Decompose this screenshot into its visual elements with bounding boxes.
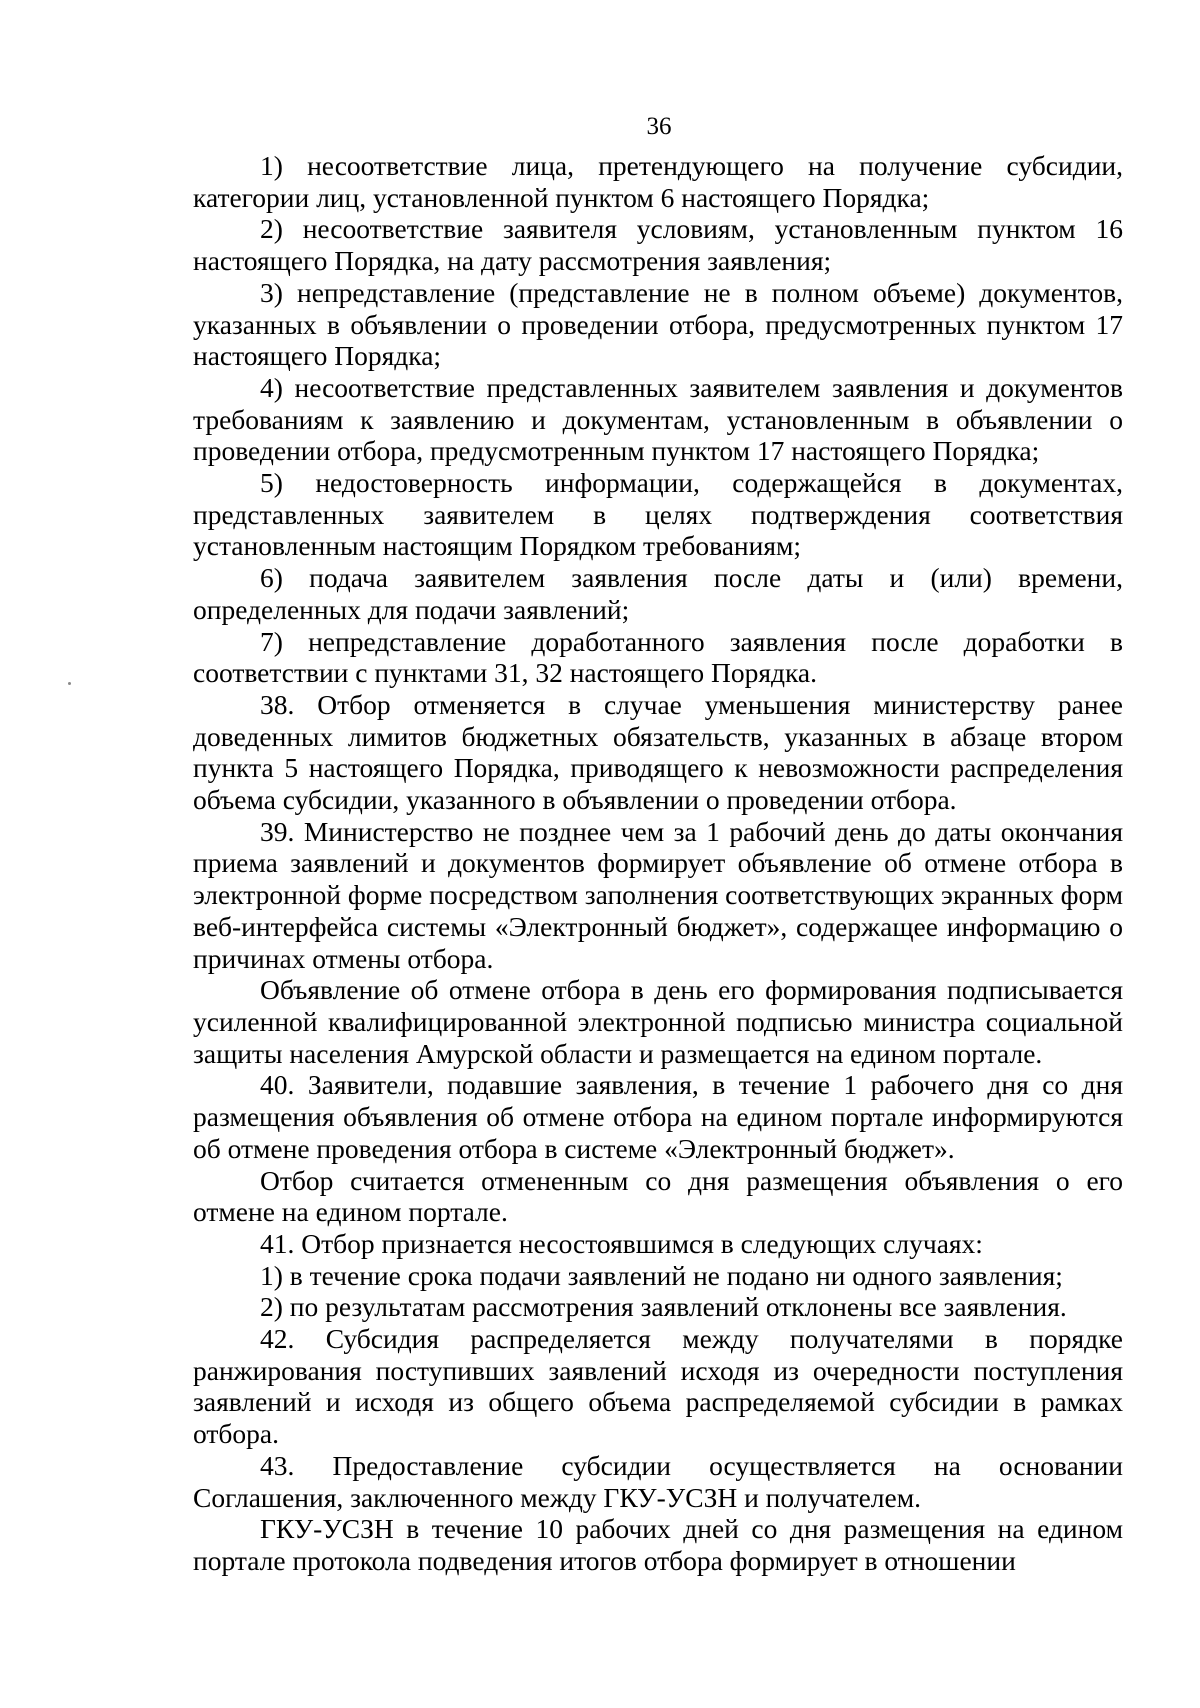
paragraph-clause-43: 43. Предоставление субсидии осуществляется на основании Соглашения, заключенного между ГКУ-УСЗН и получателем.	[193, 1449, 1123, 1513]
paragraph-clause-41-case-1: 1) в течение срока подачи заявлений не подано ни одного заявления;	[260, 1259, 1063, 1291]
paragraph-item-3: 3) непредставление (представление не в полном объеме) документов, указанных в объявлении о проведении отбора, предусмотренных пунктом 17 настоящего Порядка;	[193, 276, 1123, 372]
paragraph-clause-40-cancelled: Отбор считается отмененным со дня размещения объявления о его отмене на едином портале.	[193, 1164, 1123, 1228]
paragraph-item-5: 5) недостоверность информации, содержащейся в документах, представленных заявителем в целях подтверждения соответствия установленным настоящим Порядком требованиям;	[193, 467, 1123, 562]
paragraph-clause-39: 39. Министерство не позднее чем за 1 рабочий день до даты окончания приема заявлений и документов формирует объявление об отмене отбора в электронной форме посредством заполнения соответствующих экранных форм веб-интерфейса системы «Электронный бюджет», содержащее информацию о причинах отмены отбора.	[193, 815, 1123, 974]
scan-dot	[68, 682, 71, 685]
paragraph-item-4: 4) несоответствие представленных заявителем заявления и документов требованиям к заявлению и документам, установленным в объявлении о проведении отбора, предусмотренным пунктом 17 настоящего Порядка;	[193, 371, 1123, 467]
paragraph-clause-43-continued: ГКУ-УСЗН в течение 10 рабочих дней со дня размещения на едином портале протокола подведения итогов отбора формирует в отношении	[193, 1513, 1123, 1576]
page-number: 36	[646, 113, 672, 140]
paragraph-item-7: 7) непредставление доработанного заявления после доработки в соответствии с пунктами 31, 32 настоящего Порядка.	[193, 625, 1123, 689]
paragraph-clause-39-signing: Объявление об отмене отбора в день его формирования подписывается усиленной квалифицированной электронной подписью министра социальной защиты населения Амурской области и размещается на едином портале.	[193, 974, 1123, 1069]
paragraph-clause-38: 38. Отбор отменяется в случае уменьшения министерству ранее доведенных лимитов бюджетных обязательств, указанных в абзаце втором пункта 5 настоящего Порядка, приводящего к невозможности распределения объема субсидии, указанного в объявлении о проведении отбора.	[193, 688, 1123, 816]
paragraph-clause-42: 42. Субсидия распределяется между получателями в порядке ранжирования поступивших заявлений исходя из очередности поступления заявлений и исходя из общего объема распределяемой субсидии в рамках отбора.	[193, 1323, 1123, 1450]
paragraph-clause-41-case-2: 2) по результатам рассмотрения заявлений отклонены все заявления.	[260, 1291, 1067, 1323]
document-body	[193, 150, 1123, 1577]
paragraph-item-2: 2) несоответствие заявителя условиям, установленным пунктом 16 настоящего Порядка, на дату рассмотрения заявления;	[193, 213, 1123, 277]
paragraph-clause-40: 40. Заявители, подавшие заявления, в течение 1 рабочего дня со дня размещения объявления об отмене отбора на едином портале информируются об отмене проведения отбора в системе «Электронный бюджет».	[193, 1069, 1123, 1164]
paragraph-clause-41: 41. Отбор признается несостоявшимся в следующих случаях:	[260, 1227, 983, 1259]
paragraph-item-6: 6) подача заявителем заявления после даты и (или) времени, определенных для подачи заявлений;	[193, 562, 1123, 625]
paragraph-item-1: 1) несоответствие лица, претендующего на получение субсидии, категории лиц, установленной пунктом 6 настоящего Порядка;	[193, 150, 1123, 213]
